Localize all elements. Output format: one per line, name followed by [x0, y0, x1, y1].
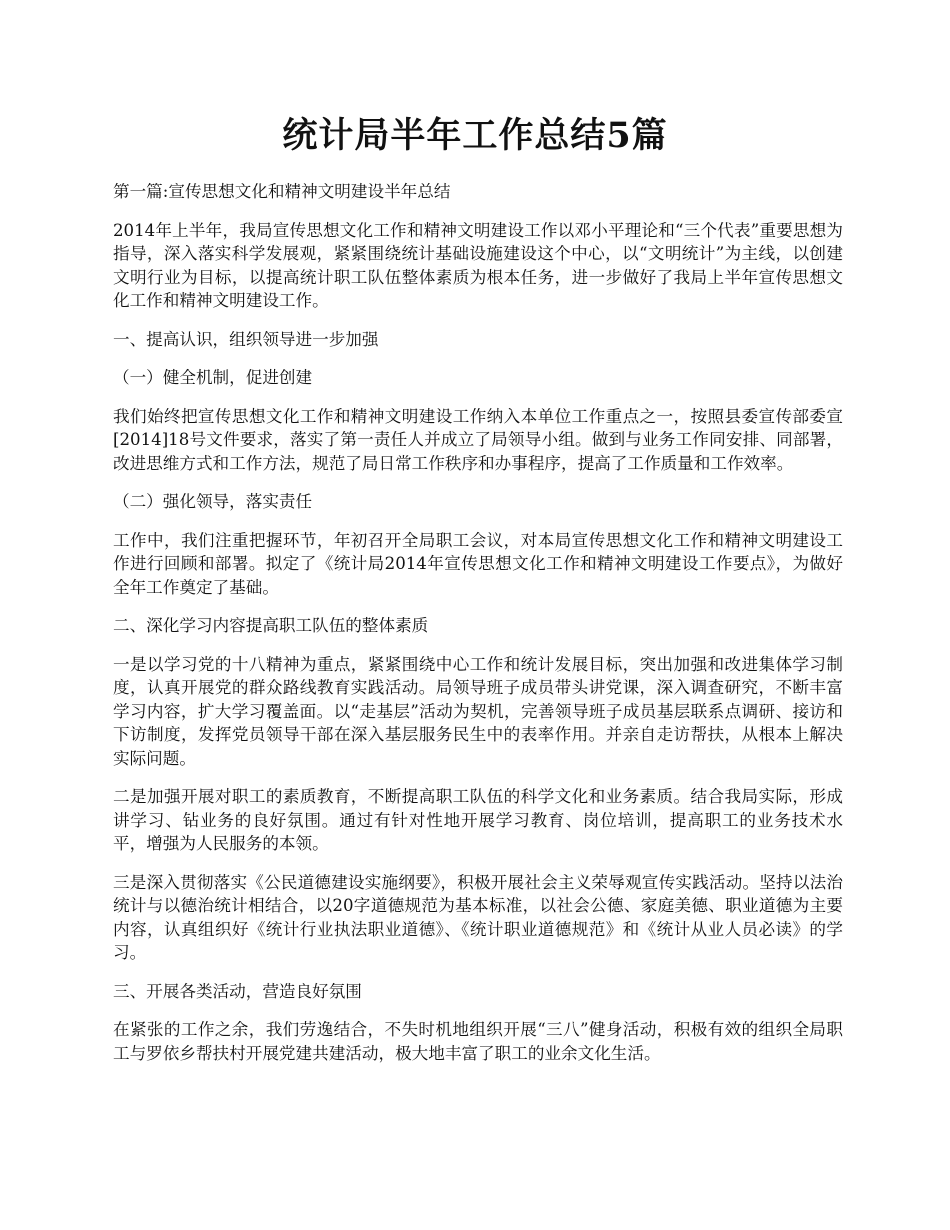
paragraph: 我们始终把宣传思想文化工作和精神文明建设工作纳入本单位工作重点之一，按照县委宣传部委宣[2014]18号文件要求，落实了第一责任人并成立了局领导小组。做到与业务工作同安排、同部署，改进思维方式和工作方法，规范了局日常工作秩序和办事程序，提高了工作质量和工作效率。 [113, 406, 843, 473]
paragraph: 三是深入贯彻落实《公民道德建设实施纲要》，积极开展社会主义荣辱观宣传实践活动。坚持以法治统计与以德治统计相结合，以20字道德规范为基本标准，以社会公德、家庭美德、职业道德为主要内容，认真组织好《统计行业执法职业道德》、《统计职业道德规范》和《统计从业人员必读》的学习。 [113, 872, 843, 962]
subsection-heading: （二）强化领导，落实责任 [113, 492, 313, 511]
section-heading: 三、开展各类活动，营造良好氛围 [113, 981, 362, 1001]
document-title: 统计局半年工作总结5篇 [282, 115, 668, 156]
subsection-heading: （一）健全机制，促进创建 [113, 368, 313, 387]
paragraph: 工作中，我们注重把握环节，年初召开全局职工会议，对本局宣传思想文化工作和精神文明建设工作进行回顾和部署。拟定了《统计局2014年宣传思想文化工作和精神文明建设工作要点》，为做好全年工作奠定了基础。 [113, 530, 843, 597]
section-heading: 二、深化学习内容提高职工队伍的整体素质 [113, 616, 429, 635]
paragraph: 2014年上半年，我局宣传思想文化工作和精神文明建设工作以邓小平理论和“三个代表”重要思想为指导，深入落实科学发展观，紧紧围绕统计基础设施建设这个中心，以“文明统计”为主线，以创建文明行业为目标，以提高统计职工队伍整体素质为根本任务，进一步做好了我局上半年宣传思想文化工作和精神文明建设工作。 [113, 220, 843, 310]
section-heading: 一、提高认识，组织领导进一步加强 [113, 329, 379, 349]
paragraph: 二是加强开展对职工的素质教育，不断提高职工队伍的科学文化和业务素质。结合我局实际，形成讲学习、钻业务的良好氛围。通过有针对性地开展学习教育、岗位培训，提高职工的业务技术水平，增强为人民服务的本领。 [113, 787, 843, 853]
paragraph: 在紧张的工作之余，我们劳逸结合，不失时机地组织开展“三八”健身活动，积极有效的组织全局职工与罗依乡帮扶村开展党建共建活动，极大地丰富了职工的业余文化生活。 [113, 1020, 843, 1063]
document-body [113, 180, 843, 1080]
section-heading: 第一篇:宣传思想文化和精神文明建设半年总结 [113, 182, 451, 201]
paragraph: 一是以学习党的十八精神为重点，紧紧围绕中心工作和统计发展目标，突出加强和改进集体学习制度，认真开展党的群众路线教育实践活动。局领导班子成员带头讲党课，深入调查研究，不断丰富学习内容，扩大学习覆盖面。以“走基层”活动为契机，完善领导班子成员基层联系点调研、接访和下访制度，发挥党员领导干部在深入基层服务民生中的表率作用。并亲自走访帮扶，从根本上解决实际问题。 [113, 654, 843, 768]
